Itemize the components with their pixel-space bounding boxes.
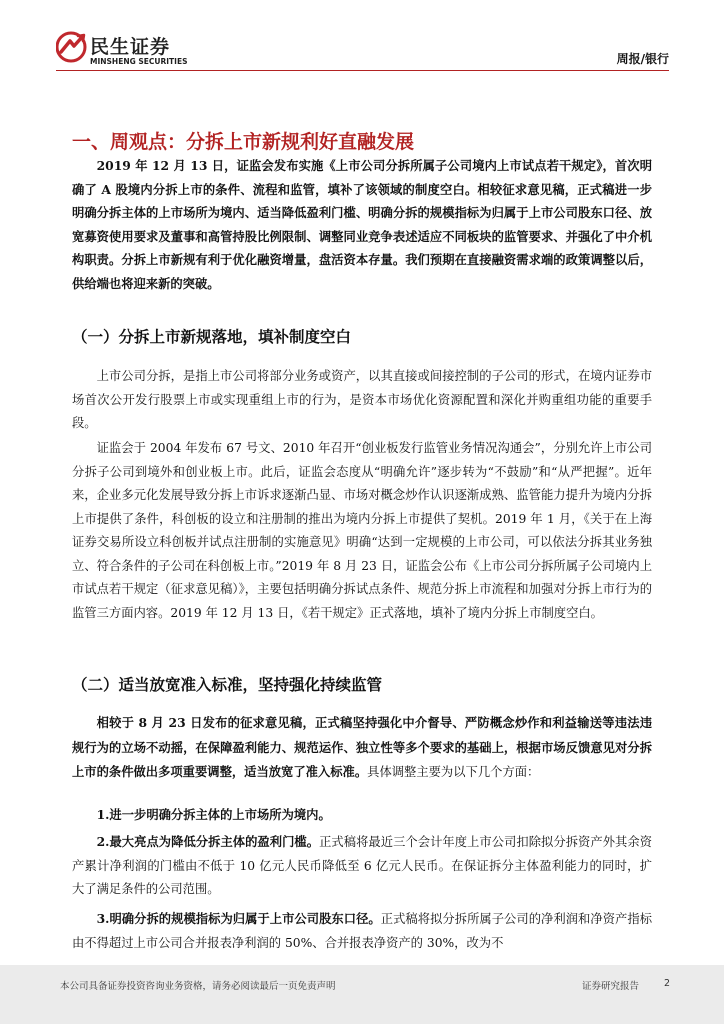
list-item-3 [72,907,652,955]
subsection-heading-2: （二）适当放宽准入标准，坚持强化持续监管 [72,676,383,694]
paragraph-history: 证监会于 2004 年发布 67 号文、2010 年召开“创业板发行监管业务情况沟通会”，分别允许上市公司分拆子公司到境外和创业板上市。此后，证监会态度从“明确允许”逐步转为“不鼓励”和“从严把握”。近年来，企业多元化发展导致分拆上市诉求逐渐凸显、市场对概念炒作认识逐渐成熟、监管能力提升为境内分拆上市提供了条件，科创板的设立和注册制的推出为境内分拆上市提供了契机。2019 年 1 月，《关于在上海证券交易所设立科创板并试点注册制的实施意见》明确“达到一定规模的上市公司，可以依法分拆其业务独立、符合条件的子公司在科创板上市。”2019 年 8 月 23 日，证监会公布《上市公司分拆所属子公司境内上市试点若干规定（征求意见稿）》，主要包括明确分拆试点条件、规范分拆上市流程和加强对分拆上市行为的监管三方面内容。2019 年 12 月 13 日，《若干规定》正式落地，填补了境内分拆上市制度空白。 [72,441,652,620]
adjustments-lead-rest: 具体调整主要为以下几个方面： [367,765,540,779]
footer-disclaimer: 本公司具备证券投资咨询业务资格，请务必阅读最后一页免责声明 [60,981,336,992]
report-type-label: 周报/银行 [616,52,669,66]
minsheng-emblem-icon [56,30,88,66]
page-number: 2 [664,978,671,989]
intro-paragraph: 2019 年 12 月 13 日，证监会发布实施《上市公司分拆所属子公司境内上市试点若干规定》，首次明确了 A 股境内分拆上市的条件、流程和监管，填补了该领域的制度空白。相较征求意见稿，正式稿进一步明确分拆主体的上市场所为境内、适当降低盈利门槛、明确分拆的规模指标为归属于上市公司股东口径、放宽募资使用要求及董事和高管持股比例限制、调整同业竞争表述适应不同板块的监管要求、并强化了中介机构职责。分拆上市新规有利于优化融资增量，盘活资本存量。我们预期在直接融资需求端的政策调整以后，供给端也将迎来新的突破。 [72,158,652,291]
section-heading: 一、周观点：分拆上市新规利好直融发展 [72,131,415,153]
list-item-1: 1.进一步明确分拆主体的上市场所为境内。 [96,807,331,822]
list-item-3-bold: 3.明确分拆的规模指标为归属于上市公司股东口径。 [96,911,381,926]
logo-chinese-name: 民生证券 [90,36,171,58]
subsection-heading-1: （一）分拆上市新规落地，填补制度空白 [72,328,352,346]
header-divider [56,70,669,71]
footer-report-label: 证券研究报告 [582,981,640,992]
list-item-2-bold: 2.最大亮点为降低分拆主体的盈利门槛。 [96,834,320,849]
page-footer [0,965,724,1024]
list-item-2-rest: 正式稿将最近三个会计年度上市公司扣除拟分拆资产外其余资产累计净利润的门槛由不低于 10 亿元人民币降低至 6 亿元人民币。在保证拆分主体盈利能力的同时，扩大了满足条件的公司范围。 [72,835,652,896]
list-item-2 [72,830,652,902]
paragraph-definition: 上市公司分拆，是指上市公司将部分业务或资产，以其直接或间接控制的子公司的形式，在境内证券市场首次公开发行股票上市或实现重组上市的行为，是资本市场优化资源配置和深化并购重组功能的重要手段。 [72,369,652,430]
page-header [0,0,724,75]
paragraph-adjustments [72,711,652,785]
minsheng-logo [56,30,206,72]
logo-english-name: MINSHENG SECURITIES [90,57,188,66]
list-item-3-rest: 正式稿将拟分拆所属子公司的净利润和净资产指标由不得超过上市公司合并报表净利润的 50%、合并报表净资产的 30%，改为不 [72,912,652,950]
adjustments-lead-bold: 相较于 8 月 23 日发布的征求意见稿，正式稿坚持强化中介督导、严防概念炒作和利益输送等违法违规行为的立场不动摇，在保障盈利能力、规范运作、独立性等多个要求的基础上，根据市场反馈意见对分拆上市的条件做出多项重要调整，适当放宽了准入标准。 [72,715,652,779]
